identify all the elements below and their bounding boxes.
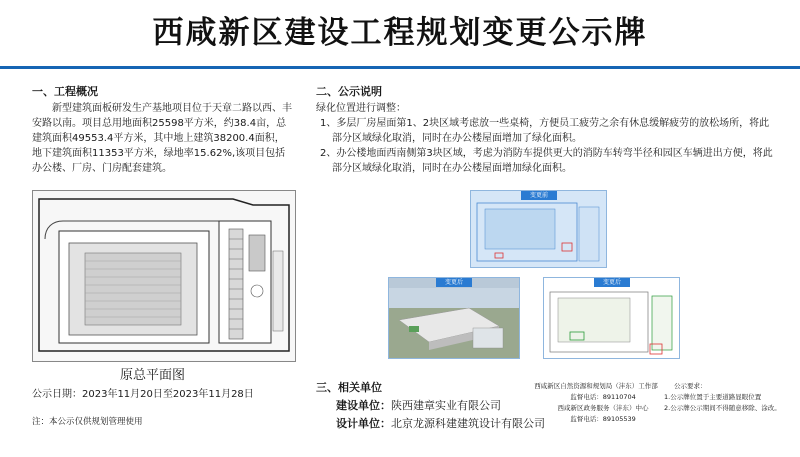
before-change-svg [471,191,606,267]
supervision-section [534,381,658,425]
units-section [316,380,546,433]
after-change-label-1: 变更后 [436,278,472,287]
requirements-item-1: 1.公示牌位置于主要道路显眼位置 [664,393,762,401]
overview-section [32,84,294,176]
supervision-phone-2: 监督电话：89105539 [570,415,636,423]
explanation-item-1: 1、多层厂房屋面第1、2块区域考虑放一些桌椅，方便员工疲劳之余有休息缓解疲劳的放松场所，将此部分区域绿化取消，同时在办公楼屋面增加了绿化面积。 [320,118,770,144]
after-change-plan [543,277,680,359]
overview-paragraph: 新型建筑面板研发生产基地项目位于天章二路以西、丰安路以南。项目总用地面积25598平方米，约38.4亩，总建筑面积49553.4平方米，其中地上建筑38200.4面积，地下建筑面积11353平方米，绿地率15.62%,该项目包括办公楼、厂房、门房配套建筑。 [32,103,292,174]
designer-label: 设计单位： [336,417,391,430]
supervision-org-2: 西咸新区政务服务（沣东）中心 [557,404,649,412]
before-change-thumbnail [470,190,607,268]
designer-row [316,415,546,433]
note-text: 注：本公示仅供规划管理使用 [32,417,143,427]
builder-label: 建设单位： [336,399,391,412]
units-heading: 三、相关单位 [316,381,382,394]
dates-label: 公示日期： [32,389,82,400]
site-plan-svg [33,191,295,361]
dates-range: 2023年11月20日至2023年11月28日 [82,389,254,400]
title-divider [0,66,800,69]
explanation-intro: 绿化位置进行调整： [316,103,406,114]
requirements-heading: 公示要求： [674,382,707,390]
supervision-org-1: 西咸新区自然资源和规划局（沣东）工作部 [534,382,658,390]
builder-row [316,397,546,415]
overview-heading: 一、工程概况 [32,85,98,98]
explanation-section [316,84,778,176]
site-plan-caption: 原总平面图 [120,368,186,383]
explanation-list [316,116,778,176]
requirements-item-2: 2.公示牌公示期间不得随意移除、涂改。 [664,404,781,412]
after-change-photo [388,277,520,359]
designer-name: 北京龙源科建建筑设计有限公司 [391,417,545,430]
dates-row [32,387,312,402]
after-change-plan-svg [544,278,679,358]
after-change-photo-svg [389,278,519,358]
explanation-item-2: 2、办公楼地面西南侧第3块区域，考虑为消防车提供更大的消防车转弯半径和园区车辆进出方便，将此部分区域绿化取消，同时在办公楼屋面增加绿化面积。 [320,148,773,174]
requirements-section [664,381,794,414]
after-change-label-2: 变更后 [594,278,630,287]
before-change-label: 变更前 [521,191,557,200]
supervision-phone-1: 监督电话：89110704 [570,393,636,401]
site-plan-drawing [32,190,296,362]
page-title: 西咸新区建设工程规划变更公示牌 [152,15,648,51]
builder-name: 陕西建章实业有限公司 [391,399,501,412]
explanation-heading: 二、公示说明 [316,85,382,98]
